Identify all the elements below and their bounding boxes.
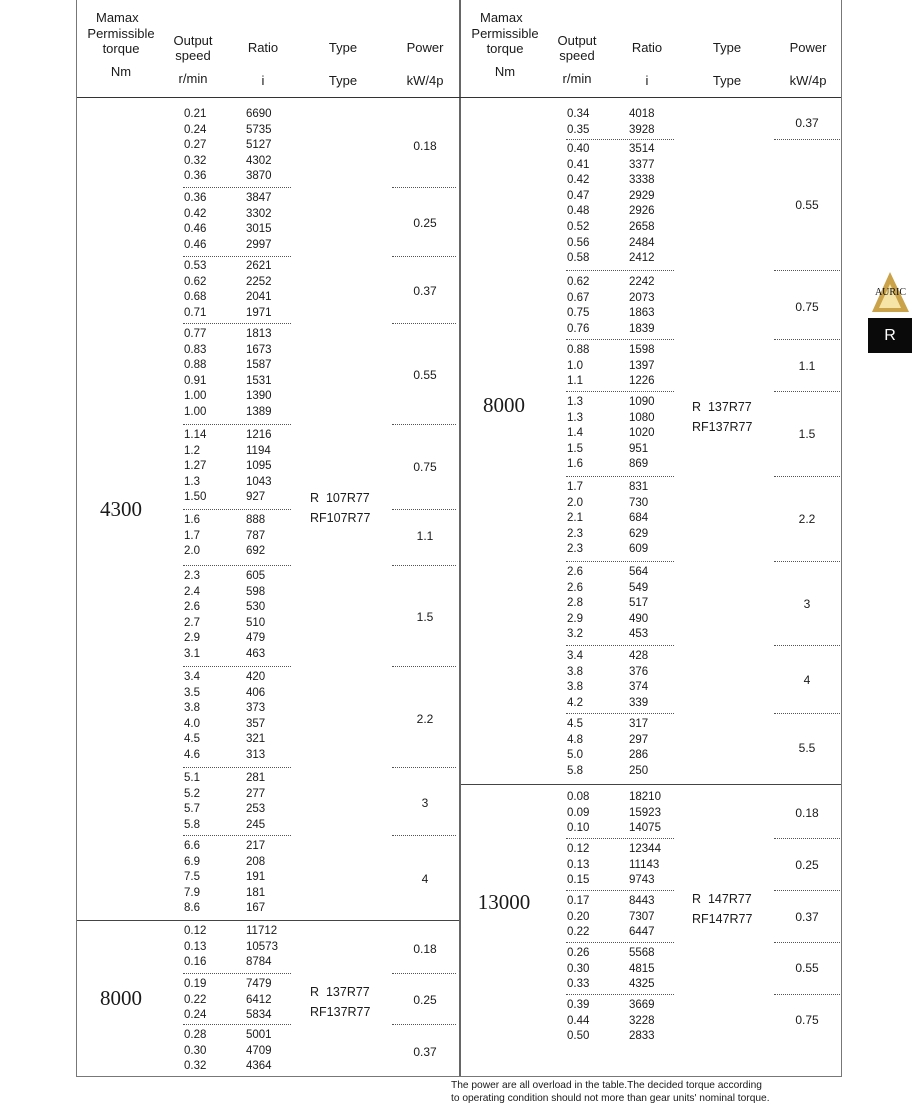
power-value: 4 (803, 673, 811, 687)
speed-group: 0.39 0.44 0.50 (567, 999, 590, 1043)
torque-8000-left: 8000 (100, 986, 142, 1010)
ratio-group: 2621 2252 2041 1971 (246, 260, 272, 319)
ratio-group: 317 297 286 250 (629, 718, 649, 777)
auric-logo (869, 270, 912, 314)
ratio-group: 1813 1673 1587 1531 1390 1389 (246, 328, 272, 418)
speed-group: 0.08 0.09 0.10 (567, 791, 590, 835)
torque-8000-right: 8000 (483, 393, 525, 417)
header-speed-right: Output speed r/min (557, 33, 597, 86)
type-137-left: R 137R77 RF137R77 (310, 985, 371, 1019)
power-value: 3 (803, 597, 811, 611)
power-value: 5.5 (798, 741, 816, 755)
ratio-group: 5001 4709 4364 (246, 1029, 272, 1073)
ratio-group: 420 406 373 357 321 313 (246, 671, 266, 761)
type-107: R 107R77 RF107R77 (310, 491, 371, 525)
group-divider (183, 323, 291, 324)
group-divider (566, 890, 674, 891)
power-value: 0.25 (413, 993, 437, 1007)
group-divider (183, 1024, 291, 1025)
ratio-group: 4018 3928 (629, 108, 655, 136)
power-value: 1.5 (416, 610, 434, 624)
ratio-group: 2242 2073 1863 1839 (629, 276, 655, 335)
group-divider (183, 424, 291, 425)
power-value: 0.18 (413, 942, 437, 956)
power-divider (774, 994, 840, 995)
header-type-left: Type Type (328, 40, 358, 88)
power-divider (774, 391, 840, 392)
speed-group: 0.36 0.42 0.46 0.46 (184, 192, 207, 251)
header-power-right: Power kW/4p (789, 40, 827, 88)
power-value: 0.75 (413, 460, 437, 474)
type-137-right: R 137R77 RF137R77 (692, 400, 753, 434)
ratio-group: 605 598 530 510 479 463 (246, 570, 266, 660)
speed-group: 0.12 0.13 0.15 (567, 843, 590, 887)
power-value: 0.25 (413, 216, 437, 230)
power-divider (392, 424, 456, 425)
speed-group: 0.26 0.30 0.33 (567, 947, 590, 991)
header-ratio-right: Ratio i (631, 40, 663, 88)
speed-group: 0.34 0.35 (567, 108, 590, 136)
ratio-group: 8443 7307 6447 (629, 895, 655, 939)
ratio-group: 5568 4815 4325 (629, 947, 655, 991)
group-divider (566, 713, 674, 714)
torque-13000: 13000 (477, 890, 531, 914)
header-speed-left: Output speed r/min (173, 33, 213, 86)
header-type-right: Type Type (712, 40, 742, 88)
group-divider (566, 645, 674, 646)
speed-group: 0.53 0.62 0.68 0.71 (184, 260, 207, 319)
power-divider (774, 476, 840, 477)
power-divider (392, 256, 456, 257)
speed-group: 0.40 0.41 0.42 0.47 0.48 0.52 0.56 0.58 (567, 143, 590, 265)
power-divider (774, 270, 840, 271)
power-value: 0.25 (795, 858, 819, 872)
group-divider (183, 767, 291, 768)
power-value: 0.55 (413, 368, 437, 382)
power-divider (392, 973, 456, 974)
power-value: 0.37 (413, 284, 437, 298)
gear-unit-table (76, 0, 842, 1077)
power-divider (774, 942, 840, 943)
speed-group: 0.21 0.24 0.27 0.32 0.36 (184, 108, 207, 183)
power-value: 0.75 (795, 300, 819, 314)
torque-4300: 4300 (100, 497, 142, 521)
power-divider (774, 838, 840, 839)
ratio-group: 831 730 684 629 609 (629, 481, 649, 556)
ratio-group: 281 277 253 245 (246, 772, 266, 831)
ratio-group: 1598 1397 1226 (629, 344, 655, 388)
power-value: 0.37 (795, 116, 819, 130)
speed-group: 2.3 2.4 2.6 2.7 2.9 3.1 (184, 570, 200, 660)
speed-group: 0.28 0.30 0.32 (184, 1029, 207, 1073)
power-value: 0.18 (795, 806, 819, 820)
group-divider (566, 339, 674, 340)
group-divider (183, 256, 291, 257)
power-divider (774, 890, 840, 891)
type-147: R 147R77 RF147R77 (692, 892, 753, 926)
ratio-group: 564 549 517 490 453 (629, 566, 649, 641)
power-value: 3 (421, 796, 429, 810)
power-divider (392, 666, 456, 667)
power-divider (392, 835, 456, 836)
group-divider (566, 942, 674, 943)
torque-divider (461, 784, 841, 785)
speed-group: 5.1 5.2 5.7 5.8 (184, 772, 200, 831)
group-divider (566, 476, 674, 477)
power-divider (392, 767, 456, 768)
group-divider (183, 509, 291, 510)
power-value: 1.1 (798, 359, 816, 373)
power-value: 0.55 (795, 198, 819, 212)
ratio-group: 11712 10573 8784 (246, 925, 278, 969)
speed-group: 3.4 3.5 3.8 4.0 4.5 4.6 (184, 671, 200, 761)
power-divider (392, 565, 456, 566)
side-tab-r[interactable]: R (868, 318, 912, 353)
ratio-group: 428 376 374 339 (629, 650, 649, 709)
power-value: 2.2 (416, 712, 434, 726)
ratio-group: 3847 3302 3015 2997 (246, 192, 272, 251)
power-divider (774, 339, 840, 340)
group-divider (566, 561, 674, 562)
speed-group: 3.4 3.8 3.8 4.2 (567, 650, 583, 709)
power-value: 0.37 (413, 1045, 437, 1059)
ratio-group: 12344 11143 9743 (629, 843, 661, 887)
power-value: 2.2 (798, 512, 816, 526)
ratio-group: 6690 5735 5127 4302 3870 (246, 108, 272, 183)
group-divider (566, 391, 674, 392)
speed-group: 0.62 0.67 0.75 0.76 (567, 276, 590, 335)
ratio-group: 1216 1194 1095 1043 927 (246, 429, 272, 504)
speed-group: 1.7 2.0 2.1 2.3 2.3 (567, 481, 583, 556)
power-divider (392, 1024, 456, 1025)
header-torque-left: Mamax Permissible torque Nm (87, 10, 155, 79)
group-divider (566, 994, 674, 995)
power-divider (774, 561, 840, 562)
group-divider (566, 270, 674, 271)
speed-group: 2.6 2.6 2.8 2.9 3.2 (567, 566, 583, 641)
power-value: 1.1 (416, 529, 434, 543)
group-divider (183, 973, 291, 974)
speed-group: 4.5 4.8 5.0 5.8 (567, 718, 583, 777)
power-divider (392, 509, 456, 510)
group-divider (183, 835, 291, 836)
torque-divider (77, 920, 459, 921)
speed-group: 6.6 6.9 7.5 7.9 8.6 (184, 840, 200, 915)
speed-group: 0.88 1.0 1.1 (567, 344, 590, 388)
speed-group: 0.12 0.13 0.16 (184, 925, 207, 969)
header-power-left: Power kW/4p (406, 40, 444, 88)
power-divider (774, 645, 840, 646)
power-divider (392, 187, 456, 188)
ratio-group: 3514 3377 3338 2929 2926 2658 2484 2412 (629, 143, 655, 265)
column-divider (459, 0, 461, 1076)
speed-group: 1.3 1.3 1.4 1.5 1.6 (567, 396, 583, 471)
ratio-group: 888 787 692 (246, 514, 266, 558)
group-divider (566, 838, 674, 839)
ratio-group: 217 208 191 181 167 (246, 840, 266, 915)
group-divider (183, 187, 291, 188)
power-divider (774, 139, 840, 140)
footnote: The power are all overload in the table.The decided torque according to operating condition should not more than gear units' nominal torque. (451, 1080, 770, 1104)
power-value: 4 (421, 872, 429, 886)
ratio-group: 7479 6412 5834 (246, 978, 272, 1022)
header-torque-right: Mamax Permissible torque Nm (471, 10, 539, 79)
power-divider (392, 323, 456, 324)
logo-text: AURIC (874, 287, 907, 298)
power-divider (774, 713, 840, 714)
speed-group: 0.77 0.83 0.88 0.91 1.00 1.00 (184, 328, 207, 418)
group-divider (183, 666, 291, 667)
group-divider (183, 565, 291, 566)
group-divider (566, 139, 674, 140)
ratio-group: 18210 15923 14075 (629, 791, 661, 835)
ratio-group: 3669 3228 2833 (629, 999, 655, 1043)
speed-group: 0.17 0.20 0.22 (567, 895, 590, 939)
header-ratio-left: Ratio i (247, 40, 279, 88)
header-rule (77, 97, 841, 98)
ratio-group: 1090 1080 1020 951 869 (629, 396, 655, 471)
speed-group: 1.14 1.2 1.27 1.3 1.50 (184, 429, 207, 504)
power-value: 0.18 (413, 139, 437, 153)
power-value: 0.55 (795, 961, 819, 975)
power-value: 1.5 (798, 427, 816, 441)
power-value: 0.37 (795, 910, 819, 924)
speed-group: 0.19 0.22 0.24 (184, 978, 207, 1022)
speed-group: 1.6 1.7 2.0 (184, 514, 200, 558)
power-value: 0.75 (795, 1013, 819, 1027)
